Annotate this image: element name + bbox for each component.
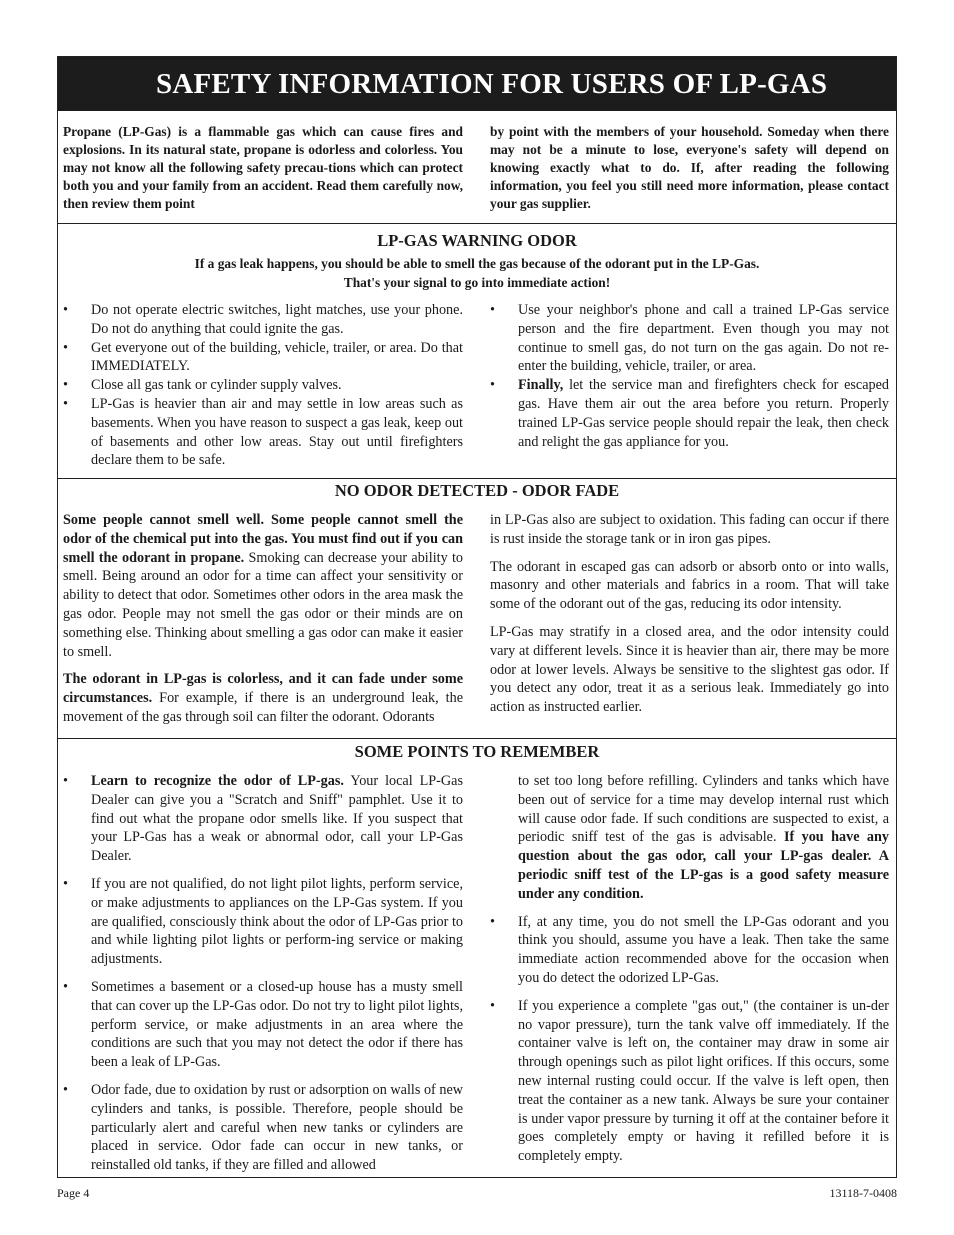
list-item: • If, at any time, you do not smell the LP-Gas odorant and you think you should, assume you have a leak. Then take the same immediate action recommended above for the occasion when you do detect the odorized LP-Gas.	[490, 913, 889, 988]
list-item: • Do not operate electric switches, light matches, use your phone. Do not do anything that could ignite the gas.	[63, 301, 463, 339]
title-banner	[58, 57, 896, 111]
divider	[58, 738, 896, 739]
odor-p1-bold: Some people cannot smell well. Some people cannot smell the odor of the chemical put into the gas. You must find out if you can smell the odorant in propane.	[63, 512, 463, 566]
intro-right	[490, 123, 889, 213]
intro-left-text: Propane (LP-Gas) is a flammable gas which can cause fires and explosions. In its natural state, propane is odorless and colorless. You may not know all the following safety precau-tions which can protect both you and your family from an accident. Read them carefully now, then review them point	[63, 124, 463, 211]
list-item: • If you are not qualified, do not light pilot lights, perform service, or make adjustments to appliances on the LP-Gas system. If you are qualified, consciously think about the odor of LP-Gas prior to and while lighting pilot lights or perform-ing service or making adjustments.	[63, 875, 463, 969]
list-item	[490, 376, 889, 451]
odor-left-column	[63, 511, 463, 736]
odor-paragraph-5: LP-Gas may stratify in a closed area, and the odor intensity could vary at different levels. Since it is heavier than air, there may be more odor at lower levels. Always be sensitive to the slightest gas odor. If you detect any odor, treat it as a serious leak. Immediately go into action as instructed earlier.	[490, 623, 889, 716]
document-number: 13118-7-0408	[829, 1186, 897, 1200]
content-frame	[57, 56, 897, 1178]
odor-p1-text: Smoking can decrease your ability to smell. Being around an odor for a time can affect your sensitivity or ability to detect that odor. Sometimes other odors in the area mask the gas odor. People may not smell the gas odor or their minds are on something else. Thinking about smelling a gas odor can make it easier to smell.	[63, 549, 463, 660]
list-item	[63, 772, 463, 866]
points-left-column	[63, 772, 463, 1184]
odor-paragraph-2	[63, 670, 463, 726]
divider	[58, 478, 896, 479]
odor-p2-bold: The odorant in LP-gas is colorless, and it can fade under some circumstances.	[63, 671, 463, 707]
points-l1-text: Your local LP-Gas Dealer can give you a "Scratch and Sniff" pamphlet. Use it to find out what the propane odor smells like. If you suspect that your LP-Gas has a weak or abnormal odor, call your LP-Gas Dealer.	[91, 773, 463, 865]
warning-heading: LP-GAS WARNING ODOR	[377, 231, 577, 250]
list-item: • Odor fade, due to oxidation by rust or adsorption on walls of new cylinders and tanks, is possible. Therefore, people should be particularly alert and careful when new tanks or cylinders are placed in service. Odor fade can occur in new tanks, or reinstalled old tanks, if they are filled and allowed	[63, 1081, 463, 1175]
list-item: • Sometimes a basement or a closed-up house has a musty smell that can cover up the LP-Gas odor. Do not try to light pilot lights, perform service, or make adjustments in an area where the conditions are such that you may not detect the odor if there has been a leak of LP-Gas.	[63, 978, 463, 1072]
divider	[58, 223, 896, 224]
intro-right-text: by point with the members of your household. Someday when there may not be a minute to lose, everyone's safety will depend on knowing exactly what to do. If, after reading the following information, you feel you still need more information, please contact your gas supplier.	[490, 124, 889, 211]
warning-subheading-2: That's your signal to go into immediate action!	[343, 275, 611, 290]
points-cont-bold: If you have any question about the gas odor, call your LP-gas dealer. A periodic sniff test of the LP-gas is a good safety measure under any condition.	[518, 829, 889, 902]
list-item: • Use your neighbor's phone and call a trained LP-Gas service person and the fire department. Even though you may not continue to smell gas, do not turn on the gas again. Do not re-enter the building, vehicle, trailer, or area.	[490, 301, 889, 376]
page-title: SAFETY INFORMATION FOR USERS OF LP-GAS	[156, 68, 828, 100]
warning-left-column	[63, 301, 463, 470]
odor-paragraph-4: The odorant in escaped gas can adsorb or absorb onto or into walls, masonry and other materials and fabrics in a room. That will take some of the odorant out of the gas, reducing its odor intensity.	[490, 558, 889, 613]
list-item: • Get everyone out of the building, vehicle, trailer, or area. Do that IMMEDIATELY.	[63, 339, 463, 377]
list-item: • If you experience a complete "gas out," (the container is un-der no vapor pressure), turn the tank valve off immediately. If the container valve is left on, the container may draw in some air through openings such as pilot light orifices. If this occurs, some new internal rusting could occur. If the valve is left open, then treat the container as a new tank. Always be sure your container is under vapor pressure by turning it off at the container before it goes completely empty or having it refilled before it is completely empty.	[490, 997, 889, 1166]
points-heading: SOME POINTS TO REMEMBER	[354, 742, 600, 761]
finally-lead: Finally,	[518, 377, 564, 394]
points-right-column	[490, 772, 889, 1175]
points-cont-text: to set too long before refilling. Cylinders and tanks which have been out of service for a time may develop internal rust which will cause odor fade. If such conditions are suspected to exist, a periodic sniff test of the gas is advisable.	[518, 773, 889, 846]
odor-right-column	[490, 511, 889, 726]
list-item: • LP-Gas is heavier than air and may settle in low areas such as basements. When you have reason to suspect a gas leak, keep out of basements and other low areas. Stay out until firefighters declare them to be safe.	[63, 395, 463, 470]
intro-left	[63, 123, 463, 213]
list-item: • Close all gas tank or cylinder supply valves.	[63, 376, 463, 395]
odor-p2-text: For example, if there is an underground leak, the movement of the gas through soil can filter the odorant. Odorants	[63, 690, 463, 725]
odor-paragraph-3: in LP-Gas also are subject to oxidation. This fading can occur if there is rust inside the storage tank or in iron gas pipes.	[490, 512, 889, 547]
odor-heading: NO ODOR DETECTED - ODOR FADE	[334, 481, 620, 500]
warning-subheading-1: If a gas leak happens, you should be able to smell the gas because of the odorant put in the LP-Gas.	[194, 256, 760, 271]
points-l1-bold: Learn to recognize the odor of LP-gas.	[91, 773, 344, 789]
page-number: Page 4	[57, 1186, 90, 1200]
points-continued	[490, 772, 889, 904]
odor-paragraph-1	[63, 511, 463, 661]
warning-right-column	[490, 301, 889, 451]
finally-text: let the service man and firefighters check for escaped gas. Have them air out the area before you return. Properly trained LP-Gas service people should repair the leak, then check and relight the gas appliance for you.	[518, 377, 889, 450]
